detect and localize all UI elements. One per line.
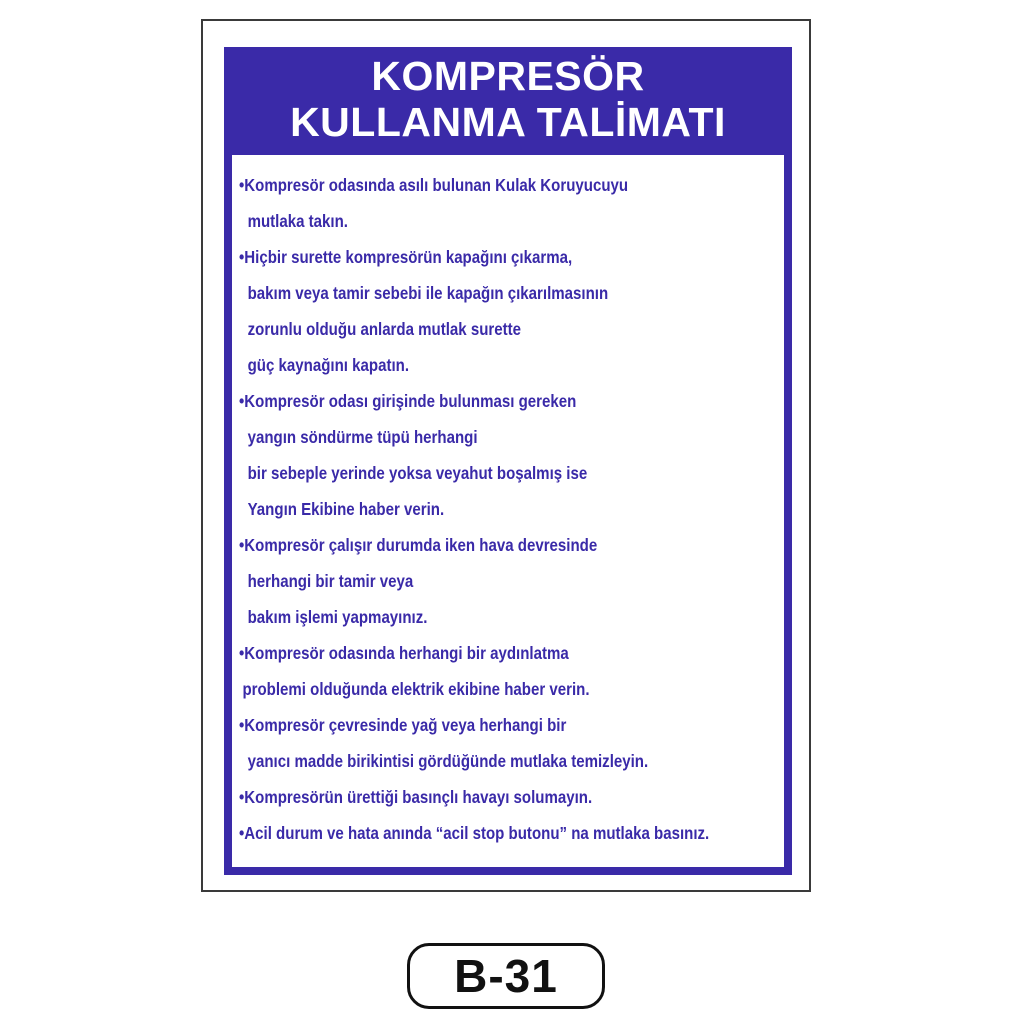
instruction-line: zorunlu olduğu anlarda mutlak surette: [247, 319, 522, 339]
instruction-line-bullet: •Kompresör çevresinde yağ veya herhangi bir: [239, 715, 567, 735]
sign-panel: [224, 47, 792, 875]
instruction-line: Yangın Ekibine haber verin.: [247, 499, 445, 519]
instructions-box: [232, 155, 784, 867]
product-code-badge: B-31: [407, 943, 605, 1009]
instructions-list: [239, 167, 789, 851]
instruction-item: [239, 779, 789, 815]
instruction-line: problemi olduğunda elektrik ekibine haber verin.: [242, 679, 590, 699]
sign-title-line-2: KULLANMA TALİMATI: [290, 99, 726, 145]
instruction-line-bullet: •Kompresör odasında asılı bulunan Kulak Koruyucuyu: [239, 175, 629, 195]
instruction-item: [239, 707, 789, 779]
instruction-line: herhangi bir tamir veya: [247, 571, 414, 591]
sign-title-line-1: KOMPRESÖR: [371, 53, 645, 99]
instruction-line: mutlaka takın.: [247, 211, 348, 231]
instruction-line-bullet: •Kompresör odasında herhangi bir aydınlatma: [239, 643, 569, 663]
instruction-item: [239, 527, 789, 635]
sign-title: [224, 47, 792, 151]
instruction-item: [239, 239, 789, 383]
instruction-line: yangın söndürme tüpü herhangi: [247, 427, 478, 447]
instruction-line-bullet: •Hiçbir surette kompresörün kapağını çıkarma,: [239, 247, 573, 267]
instruction-line: güç kaynağını kapatın.: [247, 355, 410, 375]
instruction-line: yanıcı madde birikintisi gördüğünde mutlaka temizleyin.: [247, 751, 649, 771]
instruction-line: bir sebeple yerinde yoksa veyahut boşalmış ise: [247, 463, 588, 483]
instruction-line-bullet: •Kompresör odası girişinde bulunması gereken: [239, 391, 577, 411]
instruction-line-bullet: •Kompresör çalışır durumda iken hava devresinde: [239, 535, 598, 555]
instruction-line-bullet: •Kompresörün ürettiği basınçlı havayı solumayın.: [239, 787, 593, 807]
instruction-item: [239, 167, 789, 239]
instruction-line: bakım işlemi yapmayınız.: [247, 607, 428, 627]
instruction-line-bullet: •Acil durum ve hata anında “acil stop butonu” na mutlaka basınız.: [239, 823, 710, 843]
instruction-item: [239, 383, 789, 527]
instruction-item: [239, 815, 789, 851]
sign-frame: [201, 19, 811, 892]
instruction-item: [239, 635, 789, 707]
instruction-line: bakım veya tamir sebebi ile kapağın çıkarılmasının: [247, 283, 609, 303]
